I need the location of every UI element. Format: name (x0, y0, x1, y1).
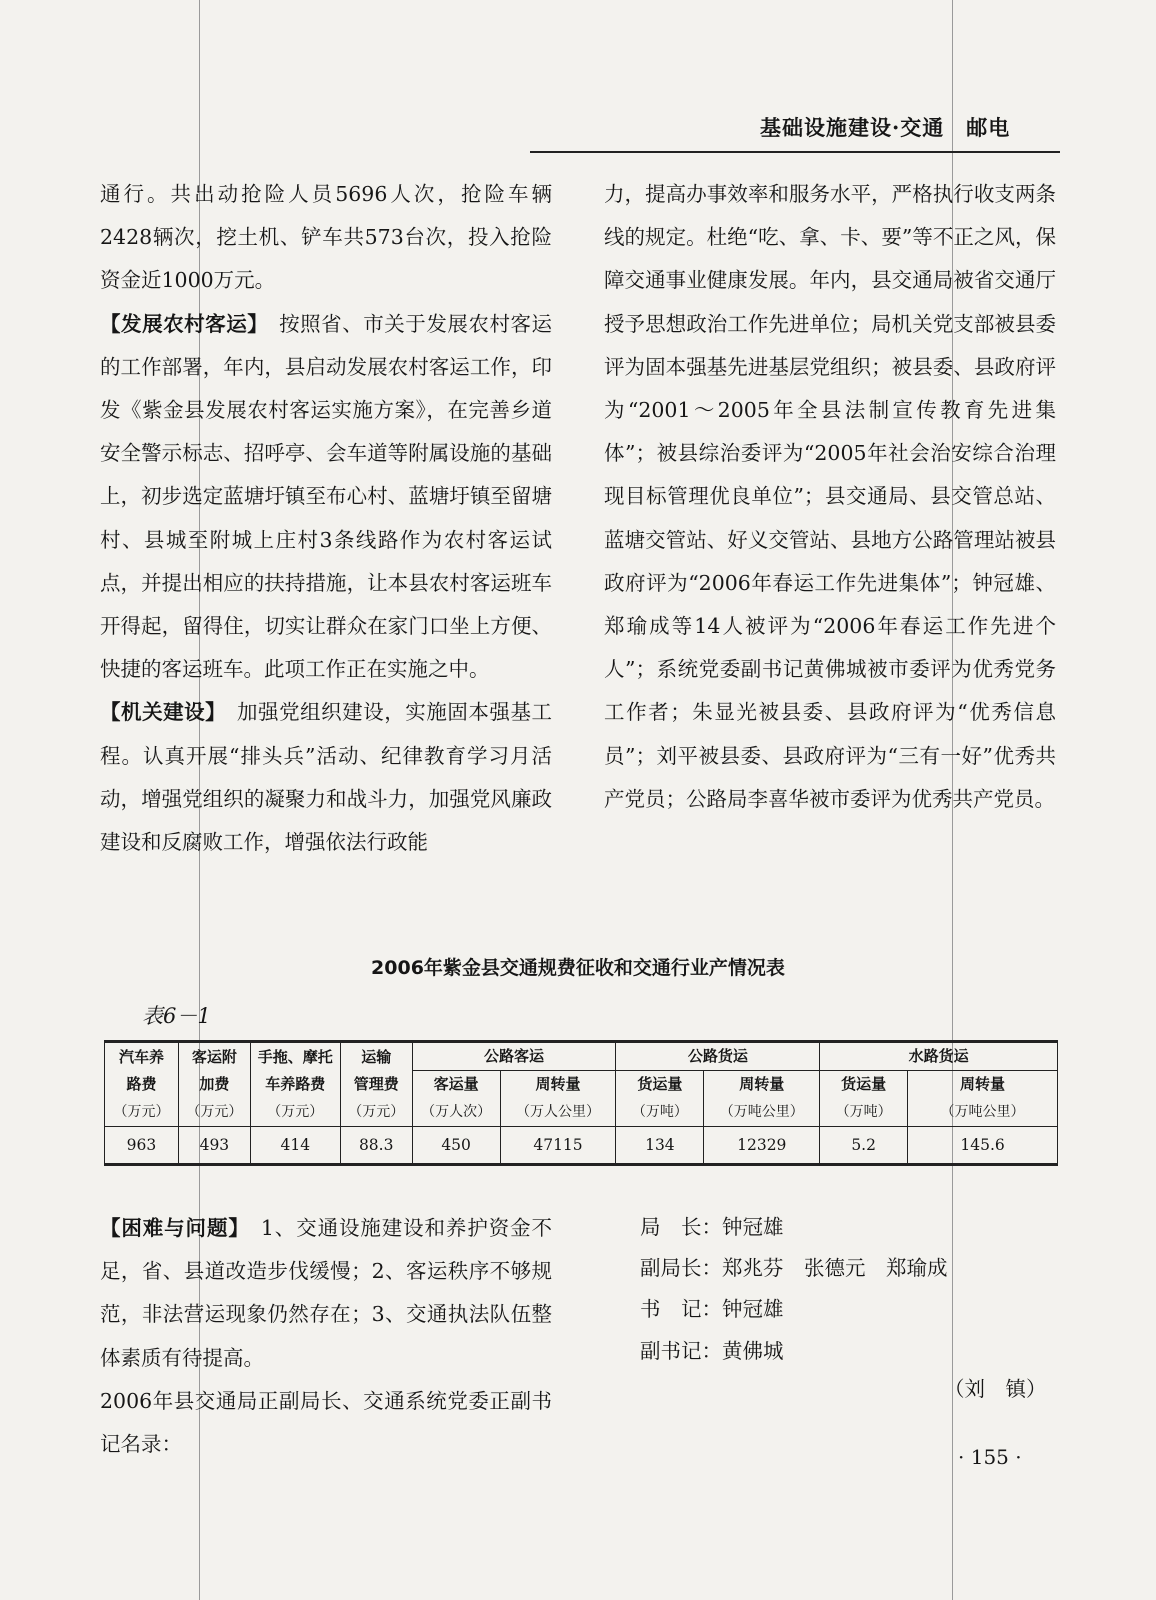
roster-role: 副书记： (640, 1338, 722, 1363)
paragraph-text: 按照省、市关于发展农村客运的工作部署，年内，县启动发展农村客运工作，印发《紫金县发展农村客运实施方案》，在完善乡道安全警示标志、招呼亭、会车道等附属设施的基础上，初步选定蓝塘圩镇至布心村、蓝塘圩镇至留塘村、县城至附城上庄村3条线路作为农村客运试点，并提出相应的扶持措施，让本县农村客运班车开得起，留得住，切实让群众在家门口坐上方便、快捷的客运班车。此项工作正在实施之中。 (100, 311, 553, 682)
left-column (100, 173, 552, 864)
roster-role: 局 长： (640, 1215, 722, 1239)
roster-role: 书 记： (640, 1297, 722, 1322)
paragraph-text: 1、交通设施建设和养护资金不足，省、县道改造步伐缓慢；2、客运秩序不够规范，非法营运现象仍然存在；3、交通执法队伍整体素质有待提高。 (100, 1216, 552, 1370)
header-rf-turnover: 周转量 （万吨公里） (704, 1071, 820, 1127)
table-cell: 5.2 (820, 1127, 908, 1165)
table-cell: 145.6 (908, 1127, 1058, 1165)
table-cell: 963 (105, 1127, 179, 1165)
paragraph-roster-intro: 2006年县交通局正副局长、交通系统党委正副书记名录： (100, 1388, 552, 1457)
leadership-roster (640, 1207, 948, 1372)
table-cell: 450 (412, 1127, 500, 1165)
header-water-freight: 水路货运 (820, 1042, 1058, 1071)
header-road-freight: 公路货运 (616, 1042, 820, 1071)
section-heading: 【机关建设】 (100, 700, 216, 725)
header-tractor-fee: 手拖、摩托 车养路费 （万元） (250, 1042, 340, 1127)
table-cell: 12329 (704, 1127, 820, 1165)
roster-item (640, 1248, 948, 1289)
header-transport-fee: 运输 管理费 （万元） (340, 1042, 412, 1127)
header-rp-turnover: 周转量 （万人公里） (500, 1071, 616, 1127)
table-caption: 2006年紫金县交通规费征收和交通行业产情况表 (371, 957, 785, 979)
table-cell: 493 (178, 1127, 250, 1165)
roster-names: 钟冠雄 (722, 1297, 784, 1322)
roster-item (640, 1289, 948, 1330)
table-row (105, 1127, 1058, 1165)
paragraph-rescue-stats: 通行。共出动抢险人员5696人次，抢险车辆2428辆次，挖土机、铲车共573台次，投入抢险资金近1000万元。 (100, 182, 552, 293)
lower-left-column (100, 1207, 552, 1466)
header-rule (530, 151, 1060, 153)
header-rp-volume: 客运量 （万人次） (412, 1071, 500, 1127)
header-wf-volume: 货运量 （万吨） (820, 1071, 908, 1127)
table-number: 表6－1 (142, 1004, 211, 1028)
roster-names: 黄佛城 (722, 1338, 784, 1363)
roster-names: 郑兆芬 张德元 郑瑜成 (722, 1256, 948, 1281)
header-rf-volume: 货运量 （万吨） (616, 1071, 704, 1127)
table-cell: 134 (616, 1127, 704, 1165)
author-credit: （刘 镇） (944, 1377, 1047, 1401)
paragraph-office-building (100, 691, 552, 864)
paragraph-honors: 力，提高办事效率和服务水平，严格执行收支两条线的规定。杜绝“吃、拿、卡、要”等不正之风，保障交通事业健康发展。年内，县交通局被省交通厅授予思想政治工作先进单位；局机关党支部被县委评为固本强基先进基层党组织；被县委、县政府评为“2001～2005年全县法制宣传教育先进集体”；被县综治委评为“2005年社会治安综合治理现目标管理优良单位”；县交通局、县交管总站、蓝塘交管站、好义交管站、县地方公路管理站被县政府评为“2006年春运工作先进集体”；钟冠雄、郑瑜成等14人被评为“2006年春运工作先进个人”；系统党委副书记黄佛城被市委评为优秀党务工作者；朱显光被县委、县政府评为“优秀信息员”；刘平被县委、县政府评为“三有一好”优秀共产党员；公路局李喜华被市委评为优秀共产党员。 (604, 182, 1056, 811)
table-cell: 88.3 (340, 1127, 412, 1165)
header-wf-turnover: 周转量 （万吨公里） (908, 1071, 1058, 1127)
section-heading: 【困难与问题】 (100, 1216, 240, 1240)
table-cell: 414 (250, 1127, 340, 1165)
roster-names: 钟冠雄 (722, 1215, 784, 1239)
data-table (104, 1040, 1058, 1166)
header-surcharge: 客运附 加费 （万元） (178, 1042, 250, 1127)
page-number: · 155 · (958, 1445, 1022, 1469)
roster-role: 副局长： (640, 1256, 722, 1281)
section-heading: 【发展农村客运】 (100, 311, 259, 336)
header-road-passenger: 公路客运 (412, 1042, 616, 1071)
paragraph-rural-transport (100, 303, 552, 692)
right-column (604, 173, 1056, 821)
paragraph-text: 加强党组织建设，实施固本强基工程。认真开展“排头兵”活动、纪律教育学习月活动，增强党组织的凝聚力和战斗力，加强党风廉政建设和反腐败工作，增强依法行政能 (100, 700, 553, 855)
header-car-fee: 汽车养 路费 （万元） (105, 1042, 179, 1127)
table-cell: 47115 (500, 1127, 616, 1165)
running-header: 基础设施建设·交通 邮电 (760, 115, 1011, 140)
paragraph-problems (100, 1207, 552, 1380)
roster-item (640, 1331, 948, 1372)
roster-item (640, 1207, 948, 1248)
